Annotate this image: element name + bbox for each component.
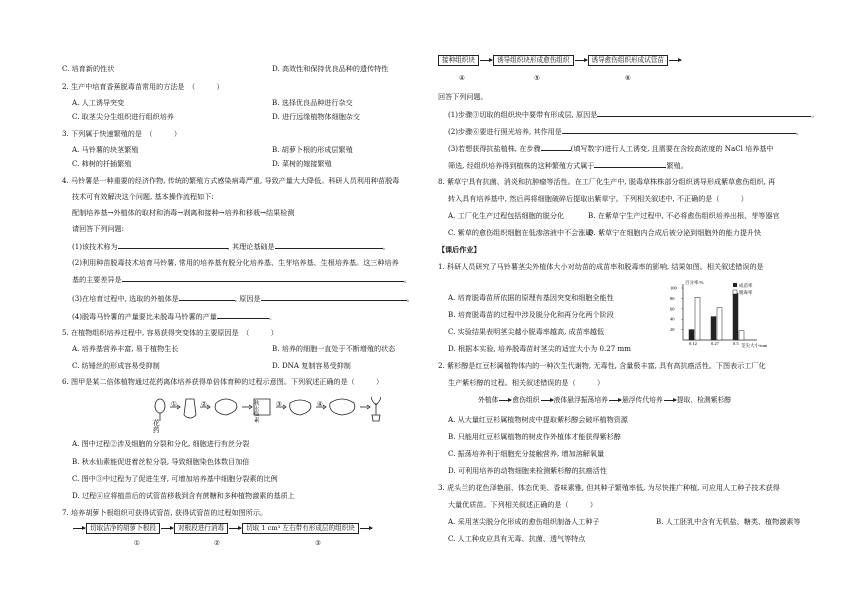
flow-step-1: 外植体 bbox=[478, 396, 499, 404]
arrow-icon bbox=[541, 400, 553, 401]
option-c: C. 紫草的愈伤组织细胞在低渗溶液中不会涨破 bbox=[448, 228, 593, 237]
section-heading: 【课后作业】 bbox=[438, 245, 481, 254]
option-b: B. 人工胚乳中含有无机盐、糖类、植物激素等 bbox=[656, 517, 801, 526]
arrow-icon bbox=[609, 400, 621, 401]
option-d: D. DNA 复制容易受抑制 bbox=[272, 361, 351, 370]
flow-step-4: 悬浮传代培养 bbox=[621, 396, 663, 404]
y-tick-label: 20 bbox=[670, 327, 675, 333]
seedling-icon bbox=[372, 397, 381, 415]
bar-seedling-rate-2 bbox=[733, 293, 738, 340]
option-a: A. 培养基营养丰富, 易于植物生长 bbox=[72, 344, 179, 353]
y-tick-label: 60 bbox=[670, 306, 675, 312]
y-tick-label: 40 bbox=[670, 316, 675, 322]
x-tick-label: 0.27 bbox=[711, 341, 719, 346]
bar-detox-rate-2 bbox=[739, 331, 744, 340]
arrow-icon bbox=[480, 60, 492, 61]
question-3: 3. 下列属于快速繁殖的是 （ ） bbox=[62, 129, 181, 138]
flow-step-2: 愈伤组织 bbox=[512, 396, 540, 404]
arrow-icon bbox=[575, 60, 587, 61]
option-b: B. 在紫草宁生产过程中, 不必将愈伤组织培养出根、芽等器官 bbox=[588, 211, 780, 220]
bar-detox-rate-1 bbox=[717, 308, 722, 340]
option-a: A. 人工诱导突变 bbox=[72, 98, 125, 107]
subquestion-3: (3)若想获得抗盐植株, 在步骤 (填写数字)进行人工诱变, 且需要在含较高浓度的 NaCl 培养基中 bbox=[448, 144, 774, 153]
option-a: A. 从大量红豆杉属植物树皮中提取紫杉醇会破坏植物资源 bbox=[448, 415, 628, 424]
option-b: B. 胡萝卜根的形成层繁殖 bbox=[272, 145, 353, 154]
option-d: D. 高效性和保持优良品种的遗传特性 bbox=[272, 64, 389, 73]
fig7-num-2: ② bbox=[214, 539, 220, 547]
question-8-cont: 转入具有培养基中, 然后再将细胞破碎后提取出紫草宁。下列相关叙述中, 不正确的是（ ） bbox=[448, 194, 748, 203]
fig6-step-1: ① bbox=[171, 400, 177, 408]
option-a: A. 工厂化生产过程包括细胞的脱分化 bbox=[448, 211, 565, 220]
fig7-step-4: 接种组织块 bbox=[438, 55, 479, 66]
subquestion-1: (1)步骤③切取的组织块中要带有形成层, 原因是 。 bbox=[448, 110, 819, 119]
flow-step-3: 液体悬浮振荡培养 bbox=[553, 396, 608, 404]
legend-series-1: 成苗率 bbox=[739, 283, 753, 288]
homework-question-2-cont: 生产紫杉醇的过程。相关叙述错误的是（ ） bbox=[448, 378, 605, 387]
question-8: 8. 紫草宁具有抗菌、消炎和抗肿瘤等活性。在工厂化生产中, 脱毒草株株部分组织诱导形成紫草愈伤组织, 再 bbox=[438, 177, 776, 186]
legend-series-2: 脱毒率 bbox=[739, 290, 753, 295]
fig7-num-4: ④ bbox=[459, 74, 465, 82]
fig6-step-3: ③ bbox=[276, 400, 282, 408]
option-d: D. 紫草宁在细胞内合成后被分泌到细胞外的能力提升快 bbox=[588, 228, 762, 237]
subquestion-2: (2)利用种苗脱毒技术培育马铃薯, 常用的培养基有脱分化培养基、生芽培养基、生根培养基。这三种培养 bbox=[72, 258, 399, 267]
process-flow-text: 配制培养基→外植体的取材和消毒→剥离和接种→培养和移栽→结果检测 bbox=[72, 208, 295, 217]
option-c: C. 人工种皮应具有无毒、抗菌、透气等特点 bbox=[448, 534, 586, 543]
bar-seedling-rate-0 bbox=[689, 330, 694, 340]
homework-question-1: 1. 科研人员研究了马铃薯茎尖外植体大小对幼苗的成苗率和脱毒率的影响, 结果如图。相关叙述错误的是 bbox=[438, 262, 764, 271]
option-c: C. 柿树的扦插繁殖 bbox=[72, 159, 132, 168]
y-tick-label: 80 bbox=[670, 295, 675, 301]
legend-swatch-1 bbox=[733, 283, 737, 287]
fig7-step-3: 切取 1 cm³ 左右带有形成层的组织块 bbox=[242, 523, 359, 534]
flask-icon bbox=[184, 399, 196, 418]
callus-icon bbox=[215, 399, 237, 415]
option-c: C. 培育新的性状 bbox=[62, 64, 115, 73]
fig7-num-3: ③ bbox=[315, 539, 321, 547]
fig7-step-5: 诱导组织块形成愈伤组织 bbox=[493, 55, 574, 66]
subquestion-1: (1)该技术称为 , 其理论基础是 。 bbox=[72, 242, 390, 251]
fig7-num-1: ① bbox=[134, 539, 140, 547]
option-d: D. 过程④应将植苗后的试管苗移栽到含有蔗糖和多种植物激素的基质上 bbox=[72, 491, 295, 500]
bar-seedling-rate-1 bbox=[711, 317, 716, 340]
question-2: 2. 生产中培育香蕉脱毒苗常用的方法是 （ ） bbox=[62, 82, 224, 91]
option-d: D. 可利用培养的动物细胞来检测紫杉醇的抗癌活性 bbox=[448, 466, 607, 475]
subquestion-3: (3)在培育过程中, 选取的外植体是 , 原因是 。 bbox=[72, 294, 414, 303]
subquestion-2-blank: 基的主要差异是 。 bbox=[72, 275, 411, 284]
arrow-icon bbox=[669, 60, 681, 61]
option-b: B. 培育脱毒苗的过程中涉及脱分化和再分化两个阶段 bbox=[448, 310, 614, 319]
fig7-step-2: 对根段进行消毒 bbox=[174, 523, 228, 534]
fig7-step-6: 诱导愈伤组织形成试管苗 bbox=[588, 55, 669, 66]
flower-icon bbox=[155, 399, 165, 413]
option-a: A. 采用茎尖脱分化形成的愈伤组织制备人工种子 bbox=[448, 517, 600, 526]
arrow-icon bbox=[73, 528, 85, 529]
homework-question-3-cont: 大量优质苗。下列相关叙述正确的是（ ） bbox=[448, 500, 597, 509]
taxol-flow bbox=[478, 397, 731, 404]
option-b: B. 只能用红豆杉属植物的树皮作外植体才能获得紫杉醇 bbox=[448, 432, 621, 441]
option-c: C. 实验结果表明茎尖越小脱毒率越高, 成苗率越低 bbox=[448, 327, 605, 336]
option-a: A. 图中过程②涉及细胞的分裂和分化, 细胞进行有丝分裂 bbox=[72, 439, 250, 448]
fig7-num-6: ⑥ bbox=[625, 74, 631, 82]
option-c: C. 图中③中过程为了促进生芽, 可增加培养基中细胞分裂素的比例 bbox=[72, 474, 278, 483]
fig7-flow-1 bbox=[72, 523, 373, 534]
subquestion-3-cont: 筛选, 经组织培养得到植株的这种繁殖方式属于 繁殖。 bbox=[448, 161, 688, 170]
arrow-icon bbox=[161, 528, 173, 529]
option-a: A. 培育脱毒苗所依据的原理有基因突变和细胞全能性 bbox=[448, 293, 614, 302]
haploid-breeding-figure bbox=[150, 393, 390, 427]
y-axis-label: 百分率/% bbox=[685, 280, 704, 285]
arrow-icon bbox=[229, 528, 241, 529]
option-b: B. 秋水仙素能促进着丝粒分裂, 导致细胞染色体数目加倍 bbox=[72, 457, 250, 466]
y-tick-label: 100 bbox=[670, 285, 677, 291]
option-a: A. 马铃薯的块茎繁殖 bbox=[72, 145, 139, 154]
legend-swatch-2 bbox=[733, 290, 737, 294]
option-d: D. 菜树的嫁接繁殖 bbox=[272, 159, 332, 168]
arrow-icon bbox=[664, 400, 676, 401]
option-d: D. 进行远缘植物体细胞杂交 bbox=[272, 112, 360, 121]
instruction: 请回答下列问题: bbox=[72, 224, 125, 233]
x-axis-label: 茎尖大小/mm bbox=[741, 343, 768, 348]
subquestion-4: (4)脱毒马铃薯的产量要比未脱毒马铃薯的产量 。 bbox=[72, 312, 276, 321]
option-c: C. 纺锤丝的形成容易受抑制 bbox=[72, 361, 160, 370]
option-c: C. 取茎尖分生组织进行组织培养 bbox=[72, 112, 174, 121]
flow-step-5: 提取、检测紫杉醇 bbox=[676, 396, 732, 404]
subquestion-2: (2)步骤⑥要进行照光培养, 其作用是 。 bbox=[448, 127, 803, 136]
question-4: 4. 马铃薯是一种重要的经济作物, 传统的繁殖方式感染病毒严重, 导致产量大大降低。科研人员利用种苗脱毒 bbox=[62, 176, 400, 185]
fig6-step-4: ④ bbox=[317, 400, 323, 408]
arrow-icon bbox=[499, 400, 511, 401]
question-6: 6. 图甲是某二倍体植物通过花药离体培养获得单倍体育种的过程示意图。下列叙述正确的是（ ） bbox=[62, 377, 384, 386]
option-d: D. 根据本实验, 培养脱毒苗时茎尖的适宜大小为 0.27 mm bbox=[448, 344, 631, 353]
question-7: 7. 培养胡萝卜根组织可获得试管苗, 获得试管苗的过程如图所示。 bbox=[62, 508, 268, 517]
x-tick-label: 0.12 bbox=[689, 341, 697, 346]
homework-question-3: 3. 虎头兰的花色泽艳丽、体态优美、香味素雅, 但其种子繁殖率低, 为尽快推广种植, 可应用人工种子技术获得 bbox=[438, 483, 780, 492]
x-tick-label: 0.5 bbox=[733, 341, 739, 346]
arrow-icon bbox=[360, 528, 372, 529]
bar-detox-rate-0 bbox=[695, 297, 700, 340]
fig7-step-1: 切取洁净的胡萝卜根段 bbox=[86, 523, 160, 534]
instruction: 回答下列问题。 bbox=[438, 92, 488, 101]
fig7-num-5: ⑤ bbox=[534, 74, 540, 82]
bar-chart bbox=[665, 278, 775, 348]
option-c: C. 振荡培养利于细胞充分接触营养, 增加溶解氧量 bbox=[448, 449, 605, 458]
option-b: B. 选择优良品种进行杂交 bbox=[272, 98, 353, 107]
homework-question-2: 2. 紫杉醇是红豆杉属植物体内的一种次生代谢物, 无毒性, 含量极丰富, 具有高抗癌活性。下图表示工厂化 bbox=[438, 361, 766, 370]
fig6-label-anther: 花药 bbox=[153, 419, 160, 434]
fig6-colchicine: 秋水仙素 bbox=[254, 401, 260, 424]
fig6-step-2: ② bbox=[201, 400, 207, 408]
question-4-text: 技术可有效解决这个问题, 基本操作流程如下: bbox=[72, 192, 214, 201]
option-b: B. 培养的细胞一直处于不断增殖的状态 bbox=[272, 344, 396, 353]
question-5: 5. 在植物组织培养过程中, 容易获得突变体的主要原因是 （ ） bbox=[62, 328, 278, 337]
fig7-flow-2 bbox=[438, 55, 682, 66]
